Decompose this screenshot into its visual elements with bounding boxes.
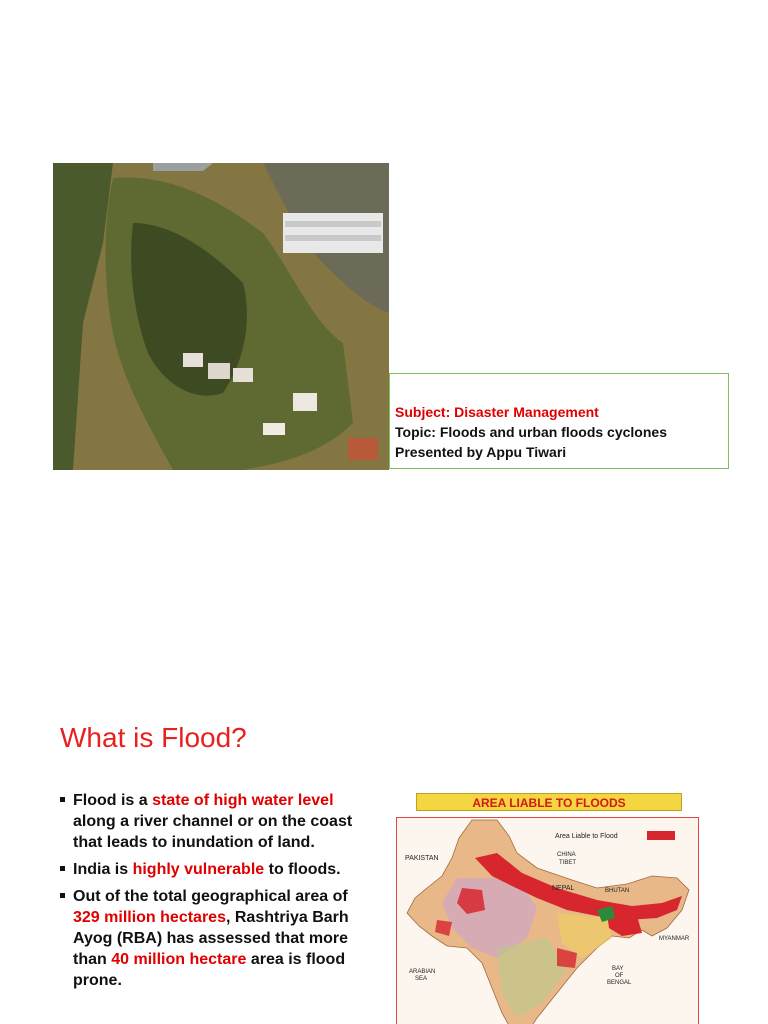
- bullet-text: area is flood prone.: [73, 951, 346, 989]
- bullet-text: Out of the total geographical area of: [73, 888, 348, 905]
- flooded-village-photo: [53, 163, 389, 470]
- presenter-text: Presented by Appu Tiwari: [395, 444, 567, 460]
- legend-label: Area Liable to Flood: [555, 833, 618, 840]
- flood-map-figure: [396, 793, 702, 1024]
- bullet-square-icon: [60, 893, 65, 898]
- slide-heading: What is Flood?: [60, 722, 247, 753]
- bullet-highlight: 40 million hectare: [111, 951, 247, 968]
- map-label: SEA: [415, 976, 428, 982]
- india-flood-map: [397, 818, 698, 1024]
- subject-text: Subject: Disaster Management: [395, 404, 599, 420]
- map-label: MYANMAR: [659, 936, 690, 942]
- bullet-item: [60, 790, 375, 853]
- map-label: PAKISTAN: [405, 855, 439, 862]
- title-textbox: [389, 373, 729, 469]
- bullet-text: , Rashtriya Barh Ayog (RBA) has assessed that more than: [73, 909, 349, 968]
- bullet-square-icon: [60, 866, 65, 871]
- map-frame: [396, 817, 699, 1024]
- flood-photo-illustration: [53, 163, 389, 470]
- bullet-text: Flood is a: [73, 792, 153, 809]
- bullet-list: [60, 790, 375, 997]
- legend-swatch: [647, 831, 675, 840]
- map-label: TIBET: [559, 860, 577, 866]
- map-title: AREA LIABLE TO FLOODS: [416, 793, 682, 811]
- map-label: NEPAL: [552, 885, 575, 892]
- bullet-highlight: 329 million hectares: [73, 909, 226, 926]
- map-label: CHINA: [557, 852, 576, 858]
- bullet-highlight: state of high water level: [152, 792, 334, 809]
- bullet-square-icon: [60, 797, 65, 802]
- topic-text: Topic: Floods and urban floods cyclones: [395, 424, 667, 440]
- map-label: BHUTAN: [605, 888, 630, 894]
- bullet-text: along a river channel or on the coast that leads to inundation of land.: [73, 813, 353, 851]
- bullet-item: [60, 859, 375, 880]
- map-label: BENGAL: [607, 980, 632, 986]
- bullet-text: to floods.: [264, 861, 341, 878]
- bullet-text: India is: [73, 861, 133, 878]
- map-label: ARABIAN: [409, 969, 436, 975]
- bullet-item: [60, 886, 375, 991]
- map-label: OF: [615, 973, 624, 979]
- bullet-highlight: highly vulnerable: [132, 861, 265, 878]
- map-label: BAY: [612, 966, 624, 972]
